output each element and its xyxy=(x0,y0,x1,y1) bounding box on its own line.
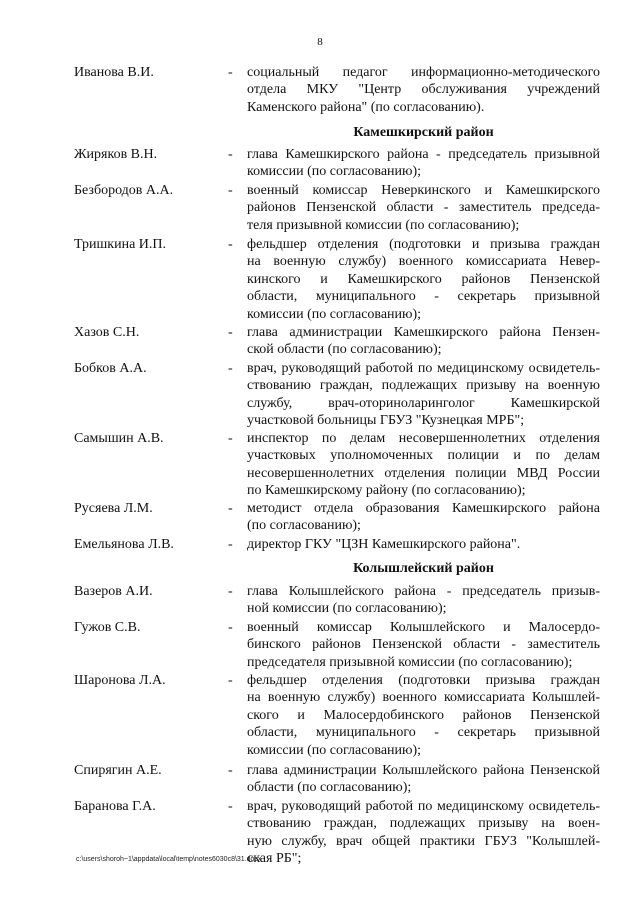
dash: - xyxy=(228,673,233,688)
member-role xyxy=(247,324,600,359)
role-line: глава Колышлейского района - председатель призыв- xyxy=(247,584,600,599)
dash: - xyxy=(228,361,233,376)
role-line: глава администрации Камешкирского района Пензен- xyxy=(247,325,600,340)
member-role xyxy=(247,64,600,116)
role-line: комиссии (по согласованию); xyxy=(247,742,422,758)
member-name: Русяева Л.М. xyxy=(74,501,153,516)
dash: - xyxy=(228,798,233,814)
dash: - xyxy=(228,501,233,516)
role-line: службу, врач-оториноларинголог Камешкирской xyxy=(247,395,600,411)
member-name: Емельянова Л.В. xyxy=(74,537,174,552)
member-role xyxy=(247,672,600,759)
member-role xyxy=(247,536,600,553)
member-name: Шаронова Л.А. xyxy=(74,673,166,688)
role-line: несовершеннолетних отделения полиции МВД России xyxy=(247,465,600,481)
dash: - xyxy=(228,584,233,599)
member-role xyxy=(247,182,600,234)
member-name: Гужов С.В. xyxy=(74,620,141,635)
member-role xyxy=(247,500,600,535)
role-line: (по согласованию); xyxy=(247,518,361,534)
role-line: ской области (по согласованию); xyxy=(247,342,442,358)
member-role xyxy=(247,619,600,671)
role-line: участковой больницы ГБУЗ "Кузнецкая МРБ"; xyxy=(247,413,525,429)
dash: - xyxy=(228,431,233,446)
role-line: отдела МКУ "Центр обслуживания учреждений xyxy=(247,82,600,98)
role-line: военный комиссар Неверкинского и Камешкирского xyxy=(247,183,600,198)
role-line: социальный педагог информационно-методического xyxy=(247,65,600,80)
member-name: Хазов С.Н. xyxy=(74,325,140,340)
member-name: Бобков А.А. xyxy=(74,361,147,376)
section-heading: Камешкирский район xyxy=(353,125,494,140)
role-line: районов Пензенской области - заместитель председа- xyxy=(247,200,600,216)
member-role xyxy=(247,146,600,181)
dash: - xyxy=(228,763,233,778)
role-line: ствованию граждан, подлежащих призыву на воен- xyxy=(247,816,600,832)
role-line: теля призывной комиссии (по согласованию); xyxy=(247,217,520,233)
role-line: Каменского района" (по согласованию). xyxy=(247,99,485,115)
member-name: Безбородов А.А. xyxy=(74,183,174,198)
role-line: ская РБ"; xyxy=(247,851,302,867)
member-role xyxy=(247,583,600,618)
role-line: комиссии (по согласованию); xyxy=(247,164,422,180)
dash: - xyxy=(228,183,233,198)
dash: - xyxy=(228,620,233,635)
role-line: области (по согласованию); xyxy=(247,780,412,796)
member-role xyxy=(247,236,600,323)
role-line: ной комиссии (по согласованию); xyxy=(247,601,447,617)
member-name: Тришкина И.П. xyxy=(74,237,167,252)
role-line: на военную службу) военного комиссариата Невер- xyxy=(247,254,600,270)
role-line: фельдшер отделения (подготовки призыва граждан xyxy=(247,673,600,688)
role-line: врач, руководящий работой по медицинскому освидетель- xyxy=(247,361,600,376)
member-name: Жиряков В.Н. xyxy=(74,147,158,162)
role-line: по Камешкирскому району (по согласованию); xyxy=(247,483,526,499)
role-line: инспектор по делам несовершеннолетних отделения xyxy=(247,431,600,446)
footer-file-path: c:\users\shoroh~1\appdata\local\temp\notes6030c8\31.docx xyxy=(76,856,262,863)
role-line: глава Камешкирского района - председатель призывной xyxy=(247,147,600,162)
role-line: ствованию граждан, подлежащих призыву на военную xyxy=(247,378,600,394)
member-role xyxy=(247,360,600,430)
dash: - xyxy=(228,325,233,340)
role-line: врач, руководящий работой по медицинскому освидетель- xyxy=(247,798,600,814)
role-line: области, муниципального - секретарь призывной xyxy=(247,725,600,741)
dash: - xyxy=(228,65,233,80)
role-line: на военную службу) военного комиссариата Колышлей- xyxy=(247,690,600,706)
dash: - xyxy=(228,537,233,552)
role-line: методист отдела образования Камешкирского района xyxy=(247,501,600,516)
member-name: Спирягин А.Е. xyxy=(74,763,162,778)
role-line: участковых уполномоченных полиции и по делам xyxy=(247,448,600,464)
role-line: кинского и Камешкирского районов Пензенской xyxy=(247,271,600,287)
role-line: комиссии (по согласованию); xyxy=(247,306,422,322)
member-name: Вазеров А.И. xyxy=(74,584,153,599)
role-line: ную службу, врач общей практики ГБУЗ "Колышлей- xyxy=(247,833,600,849)
member-role xyxy=(247,762,600,797)
role-line: фельдшер отделения (подготовки и призыва граждан xyxy=(247,237,600,252)
section-heading: Колышлейский район xyxy=(353,561,494,576)
member-name: Баранова Г.А. xyxy=(74,798,156,814)
role-line: председателя призывной комиссии (по согласованию); xyxy=(247,654,573,670)
member-role xyxy=(247,430,600,500)
dash: - xyxy=(228,237,233,252)
dash: - xyxy=(228,147,233,162)
role-line: области, муниципального - секретарь призывной xyxy=(247,289,600,305)
role-line: военный комиссар Колышлейского и Малосердо- xyxy=(247,620,600,635)
member-role xyxy=(247,798,600,868)
role-line: директор ГКУ "ЦЗН Камешкирского района". xyxy=(247,537,521,552)
role-line: ского и Малосердобинского районов Пензенской xyxy=(247,707,600,723)
page-number: 8 xyxy=(317,36,323,48)
role-line: глава администрации Колышлейского района Пензенской xyxy=(247,763,600,778)
member-name: Иванова В.И. xyxy=(74,65,154,80)
role-line: бинского районов Пензенской области - заместитель xyxy=(247,637,600,653)
member-name: Самышин А.В. xyxy=(74,431,164,446)
